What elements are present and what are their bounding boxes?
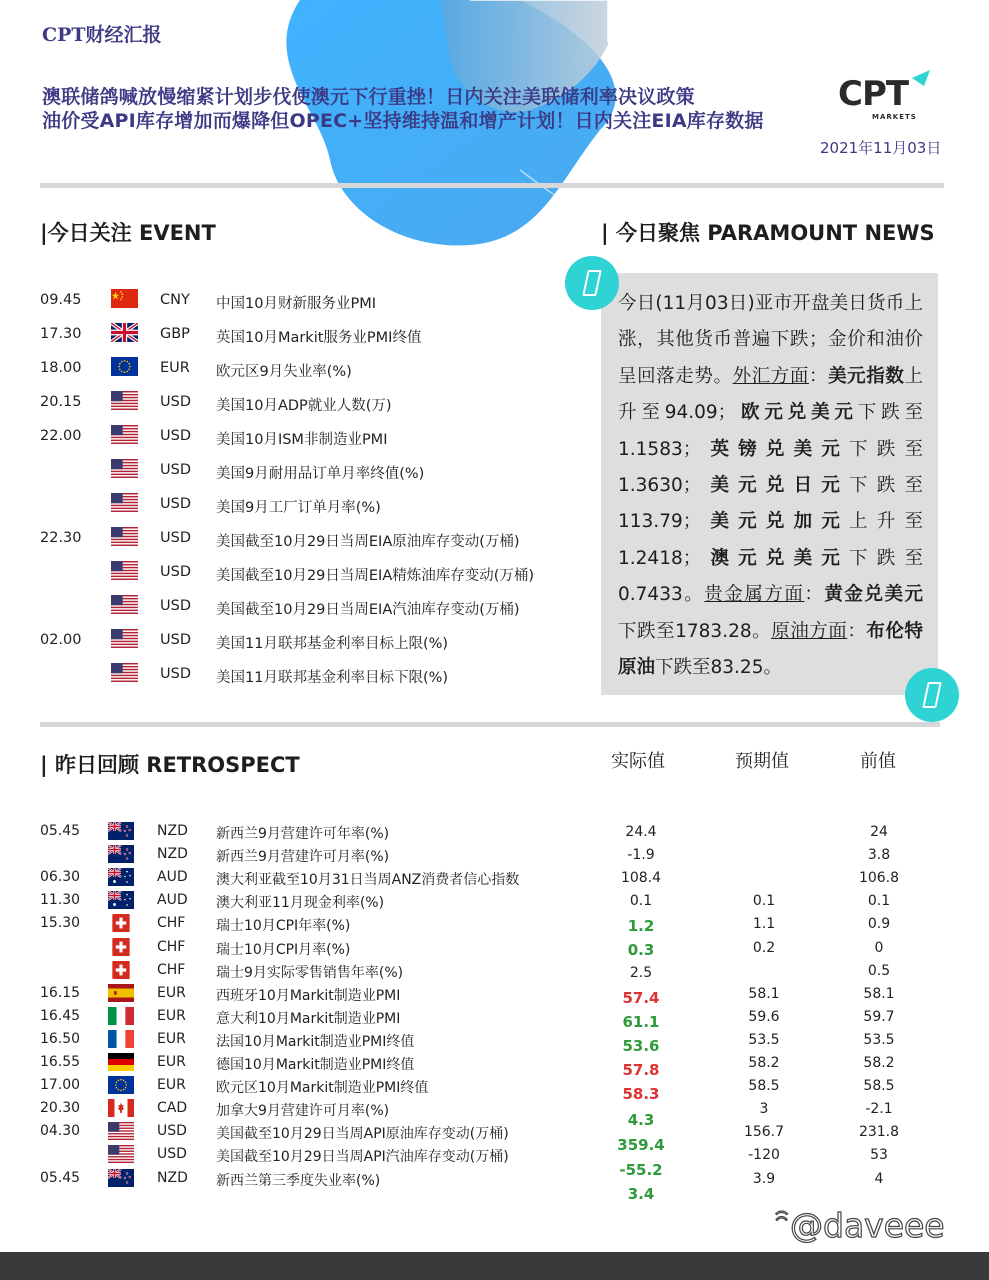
actual-value: 1.2 [627,917,655,935]
event-time: 20.15 [40,394,82,410]
retro-currency: EUR [157,1007,186,1024]
news-instrument: 美元兑加元 [701,511,850,533]
news-instrument: 英镑兑美元 [701,438,850,460]
flag-ch-icon [108,961,134,979]
flag-nz-icon [108,1169,134,1187]
news-text-segment: 下跌至83.25。 [655,657,782,679]
news-text-segment: 下跌至1783.28。 [618,620,772,642]
actual-value: 0.1 [629,893,653,909]
retro-time: 16.50 [40,1030,81,1047]
previous-value: 58.2 [863,1055,895,1071]
news-text-segment: ： [804,584,825,606]
headline-1: 澳联储鸽喊放慢缩紧计划步伐使澳元下行重挫！日内关注美联储利率决议政策 [42,86,695,108]
previous-value: 0.9 [867,916,891,933]
forecast-value: 1.1 [752,916,776,933]
news-instrument: 黄金兑美元 [824,584,923,606]
forecast-value: -120 [748,1147,780,1164]
event-row [0,462,580,496]
forecast-value: 0.1 [752,893,776,910]
flag-us-icon [111,561,138,580]
event-row [0,292,580,326]
previous-value: 3.8 [867,847,891,864]
actual-value: 58.3 [622,1085,660,1103]
retro-event: 法国10月Markit制造业PMI终值 [216,1033,415,1050]
news-text-segment: ： [808,365,829,387]
col-previous-header: 前值 [860,751,896,772]
forecast-value: 3.9 [752,1170,776,1187]
logo-subtext: MARKETS [872,113,917,121]
retro-time: 17.00 [40,1077,81,1094]
event-row [0,326,580,360]
retro-time: 06.30 [40,869,81,886]
event-name: 欧元区9月失业率(%) [216,364,352,380]
retro-currency: CHF [157,961,186,978]
retro-currency: EUR [157,1054,186,1070]
flag-nz-icon [108,845,134,863]
flag-ca-icon [108,1099,134,1117]
retro-currency: EUR [157,1077,186,1094]
retro-event: 欧元区10月Markit制造业PMI终值 [216,1080,429,1097]
event-name: 美国9月耐用品订单月率终值(%) [216,466,425,482]
actual-value: 2.5 [629,965,653,981]
flag-ch-icon [108,938,134,956]
news-instrument: 美元兑日元 [701,475,850,497]
forecast-value: 59.6 [748,1008,780,1025]
flag-eu-icon [108,1076,134,1094]
news-instrument: 美元指数 [828,365,905,387]
news-category: 外汇方面 [732,365,809,387]
previous-value: 58.1 [863,985,895,1002]
quote-close-icon [905,668,959,722]
flag-es-icon [108,984,134,1002]
logo-accent-icon [910,68,932,88]
actual-value: 108.4 [620,870,662,886]
flag-it-icon [108,1007,134,1025]
event-currency: USD [160,462,191,478]
retro-event: 西班牙10月Markit制造业PMI [216,987,401,1004]
retro-time: 16.45 [40,1007,81,1024]
actual-value: 3.4 [627,1185,655,1203]
news-section-title: | 今日聚焦 PARAMOUNT NEWS [601,221,935,245]
event-row [0,564,580,598]
event-time: 18.00 [40,360,82,376]
previous-value: 0.1 [867,893,891,910]
flag-us-icon [111,391,138,410]
flag-nz-icon [108,822,134,840]
retro-time: 16.55 [40,1054,81,1070]
retro-event: 瑞士10月CPI月率(%) [216,941,351,958]
report-date: 2021年11月03日 [820,139,942,157]
divider [40,183,944,188]
flag-au-icon [108,891,134,909]
flag-us-icon [111,629,138,648]
retro-currency: NZD [157,1169,188,1186]
event-currency: USD [160,666,191,682]
flag-us-icon [111,425,138,444]
retro-currency: NZD [157,846,188,863]
previous-value: 0 [874,939,884,956]
event-currency: USD [160,496,191,512]
event-currency: USD [160,428,191,444]
retro-time: 04.30 [40,1123,81,1140]
flag-us-icon [111,459,138,478]
event-name: 美国9月工厂订单月率(%) [216,500,381,516]
brand-title: CPT财经汇报 [42,24,162,46]
event-currency: USD [160,632,191,648]
actual-value: 0.3 [627,941,655,959]
retro-time: 05.45 [40,823,81,839]
forecast-value: 156.7 [743,1124,785,1141]
retro-event: 澳大利亚11月现金利率(%) [216,895,385,912]
flag-eu-icon [111,357,138,376]
flag-de-icon [108,1053,134,1071]
event-name: 中国10月财新服务业PMI [216,296,376,312]
previous-value: 0.5 [867,962,891,979]
actual-value: 24.4 [625,824,657,840]
event-name: 美国11月联邦基金利率目标下限(%) [216,670,449,686]
flag-ch-icon [108,914,134,932]
event-currency: USD [160,530,191,546]
actual-value: -55.2 [619,1161,663,1179]
actual-value: 4.3 [627,1111,655,1129]
retro-event: 新西兰第三季度失业率(%) [216,1172,381,1189]
event-currency: CNY [160,292,190,308]
event-row [0,632,580,666]
retro-time: 20.30 [40,1100,81,1117]
event-name: 美国11月联邦基金利率目标上限(%) [216,636,449,652]
news-instrument: 布伦特原油 [618,620,923,679]
news-text-segment: 下跌至0.7433。 [618,547,923,606]
previous-value: 4 [874,1170,884,1187]
event-time: 02.00 [40,632,82,648]
retro-currency: AUD [157,892,188,909]
event-row [0,428,580,462]
forecast-value: 0.2 [752,939,776,956]
previous-value: 106.8 [858,870,900,887]
forecast-value: 53.5 [748,1031,780,1048]
news-body [618,286,923,686]
retro-event: 加拿大9月营建许可月率(%) [216,1103,390,1120]
retro-currency: USD [157,1123,187,1140]
event-currency: EUR [160,360,190,376]
event-time: 22.30 [40,530,82,546]
previous-value: 58.5 [863,1078,895,1095]
watermark-text: @daveee [790,1206,945,1245]
event-currency: USD [160,598,191,614]
retro-time: 11.30 [40,892,81,909]
retro-event: 美国截至10月29日当周API汽油库存变动(万桶) [216,1149,509,1166]
previous-value: 53 [870,1147,888,1164]
watermark [790,1206,945,1252]
event-currency: USD [160,564,191,580]
previous-value: 231.8 [858,1124,900,1141]
event-row [0,666,580,700]
previous-value: 24 [870,824,888,840]
event-row [0,496,580,530]
flag-cn-icon [111,289,138,308]
retro-currency: EUR [157,1030,186,1047]
news-instrument: 澳元兑美元 [701,547,850,569]
retro-currency: CHF [157,915,186,932]
retro-currency: CHF [157,938,186,955]
cpt-logo [836,74,936,124]
quote-open-icon [565,256,619,310]
retro-section-title: | 昨日回顾 RETROSPECT [40,753,300,777]
event-time: 22.00 [40,428,82,444]
flag-us-icon [111,595,138,614]
flag-gb-icon [111,323,138,342]
retro-event: 瑞士9月实际零售销售年率(%) [216,964,404,981]
news-category: 贵金属方面 [704,584,805,606]
event-row [0,530,580,564]
retro-currency: NZD [157,823,188,839]
actual-value: 61.1 [622,1013,660,1031]
news-text-segment: 上升至1.2418； [618,511,923,569]
flag-us-icon [111,527,138,546]
event-time: 09.45 [40,292,82,308]
actual-value: 57.8 [622,1061,660,1079]
forecast-value: 58.2 [748,1055,780,1071]
retro-time: 16.15 [40,984,81,1001]
retro-event: 德国10月Markit制造业PMI终值 [216,1057,415,1073]
retro-event: 意大利10月Markit制造业PMI [216,1010,401,1027]
retro-currency: CAD [157,1100,188,1117]
news-text-segment: 下跌至113.79； [618,475,923,533]
forecast-value: 58.5 [748,1078,780,1095]
event-currency: GBP [160,326,190,342]
event-name: 美国10月ADP就业人数(万) [216,398,392,414]
retro-event: 美国截至10月29日当周API原油库存变动(万桶) [216,1126,509,1143]
flag-au-icon [108,868,134,886]
retro-currency: USD [157,1146,187,1163]
retro-event: 瑞士10月CPI年率(%) [216,918,351,935]
actual-value: 359.4 [617,1136,665,1154]
headline-2: 油价受API库存增加而爆降但OPEC+坚持维持温和增产计划！日内关注EIA库存数据 [42,110,764,132]
actual-value: 53.6 [622,1037,660,1055]
actual-value: 57.4 [622,989,660,1007]
retro-event: 新西兰9月营建许可月率(%) [216,849,390,866]
event-currency: USD [160,394,191,410]
retro-event: 新西兰9月营建许可年率(%) [216,826,390,842]
event-row [0,394,580,428]
flag-us-icon [111,493,138,512]
flag-us-icon [108,1145,134,1163]
footer-bar [0,1252,989,1280]
retro-currency: EUR [157,984,186,1001]
news-text-segment: 今日(11月03日)亚市开盘美日货币上涨，其他货币普遍下跌；金价和油价呈回落走势。 [618,293,923,387]
previous-value: 53.5 [863,1031,895,1048]
event-name: 美国截至10月29日当周EIA汽油库存变动(万桶) [216,602,520,618]
news-instrument: 欧元兑美元 [736,402,858,424]
news-text-segment: ： [847,620,867,642]
previous-value: 59.7 [863,1008,895,1025]
retro-currency: AUD [157,869,188,886]
news-text-segment: 下跌至1.1583； [618,402,923,460]
actual-value: -1.9 [627,847,655,863]
col-forecast-header: 预期值 [735,751,789,772]
event-name: 美国截至10月29日当周EIA原油库存变动(万桶) [216,534,520,550]
retro-event: 澳大利亚截至10月31日当周ANZ消费者信心指数 [216,872,520,889]
previous-value: -2.1 [865,1101,893,1118]
col-actual-header: 实际值 [611,751,665,772]
forecast-value: 3 [759,1101,769,1118]
event-row [0,598,580,632]
event-name: 英国10月Markit服务业PMI终值 [216,330,422,346]
event-row [0,360,580,394]
divider [40,722,940,727]
news-text-segment: 下跌至1.3630； [618,438,923,497]
news-category: 原油方面 [771,620,848,642]
event-name: 美国10月ISM非制造业PMI [216,432,388,448]
news-text-segment: 上升至94.09； [618,365,923,424]
flag-us-icon [111,663,138,682]
flag-us-icon [108,1122,134,1140]
logo-text: CPT [838,74,909,114]
retro-time: 15.30 [40,915,81,932]
forecast-value: 58.1 [748,985,780,1002]
event-section-title: |今日关注 EVENT [40,221,216,245]
retro-time: 05.45 [40,1169,81,1186]
event-time: 17.30 [40,326,82,342]
flag-fr-icon [108,1030,134,1048]
event-name: 美国截至10月29日当周EIA精炼油库存变动(万桶) [216,568,535,584]
